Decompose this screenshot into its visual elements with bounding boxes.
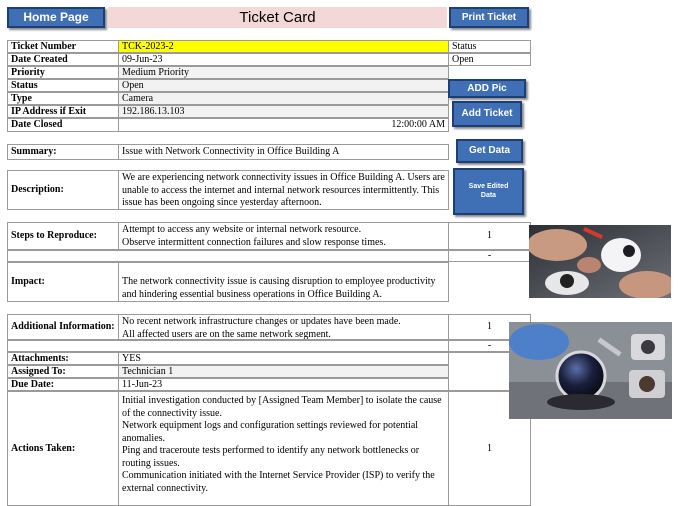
date-closed-value[interactable]: 12:00:00 AM xyxy=(118,118,449,132)
actions-line1: Initial investigation conducted by [Assigned Team Member] to isolate the cause of the connectivity issue. xyxy=(122,395,442,419)
add-ticket-button[interactable]: Add Ticket xyxy=(452,101,522,127)
save-edited-line1: Save Edited xyxy=(468,183,509,191)
actions-taken-value[interactable] xyxy=(118,391,449,506)
ticket-number-value[interactable]: TCK-2023-2 xyxy=(118,40,449,53)
actions-taken-label: Actions Taken: xyxy=(7,391,119,506)
steps-count: 1 xyxy=(448,222,531,250)
steps-line1: Attempt to access any website or internal network resource. xyxy=(122,224,362,235)
camera-repair-photo-icon xyxy=(529,225,671,298)
add-pic-button[interactable]: ADD Pic xyxy=(448,79,526,98)
type-label: Type xyxy=(7,92,119,105)
priority-label: Priority xyxy=(7,66,119,79)
steps-line2: Observe intermittent connection failures and slow response times. xyxy=(122,236,386,248)
date-closed-label: Date Closed xyxy=(7,118,119,132)
date-created-label: Date Created xyxy=(7,53,119,66)
steps-value[interactable] xyxy=(118,222,449,250)
due-date-value[interactable]: 11-Jun-23 xyxy=(118,378,449,391)
assigned-to-value[interactable]: Technician 1 xyxy=(118,365,449,378)
attachments-label: Attachments: xyxy=(7,352,119,365)
side-status-value[interactable]: Open xyxy=(448,53,531,66)
side-status-label: Status xyxy=(448,40,531,53)
ip-address-value[interactable]: 192.186.13.103 xyxy=(118,105,449,118)
page-title-text: Ticket Card xyxy=(239,9,316,26)
assigned-to-label: Assigned To: xyxy=(7,365,119,378)
description-value[interactable]: We are experiencing network connectivity issues in Office Building A. Users are unable to access the internet and internal network resources intermittently. This issue has been ongoing since yesterday afternoon. xyxy=(118,170,449,210)
type-value[interactable]: Camera xyxy=(118,92,449,105)
summary-label: Summary: xyxy=(7,144,119,160)
status-value[interactable]: Open xyxy=(118,79,449,92)
attachments-value[interactable]: YES xyxy=(118,352,449,365)
dome-camera-photo-icon xyxy=(509,322,672,419)
status-label: Status xyxy=(7,79,119,92)
actions-line2: Network equipment logs and configuration settings reviewed for potential anomalies. xyxy=(122,420,419,444)
page-title xyxy=(108,7,447,28)
actions-line4: Communication initiated with the Internet Service Provider (ISP) to verify the external connectivity. xyxy=(122,470,435,494)
additional-info-label: Additional Information: xyxy=(7,314,119,340)
due-date-label: Due Date: xyxy=(7,378,119,391)
additional-info-value[interactable] xyxy=(118,314,449,340)
additional-count: 1 xyxy=(448,314,531,340)
save-edited-line2: Data xyxy=(480,191,497,199)
ip-address-label: IP Address if Exit xyxy=(7,105,119,118)
impact-label: Impact: xyxy=(7,262,119,302)
actions-line3: Ping and traceroute tests performed to identify any network bottlenecks or routing issues. xyxy=(122,445,420,469)
impact-value[interactable]: The network connectivity issue is causing disruption to employee productivity and hindering essential business operations in Office Building A. xyxy=(118,262,449,302)
summary-value[interactable]: Issue with Network Connectivity in Office Building A xyxy=(118,144,449,160)
save-edited-data-button[interactable] xyxy=(453,168,524,215)
additional-line2: All affected users are on the same network segment. xyxy=(122,328,331,340)
dome-camera-photo-svg xyxy=(509,322,672,419)
steps-dash: - xyxy=(448,250,531,262)
get-data-button[interactable]: Get Data xyxy=(456,139,523,163)
additional-line1: No recent network infrastructure changes or updates have been made. xyxy=(122,316,401,327)
ticket-number-label: Ticket Number xyxy=(7,40,119,53)
actions-count: 1 xyxy=(448,391,531,506)
description-label: Description: xyxy=(7,170,119,210)
steps-label: Steps to Reproduce: xyxy=(7,222,119,250)
home-page-button[interactable]: Home Page xyxy=(7,7,105,28)
priority-value[interactable]: Medium Priority xyxy=(118,66,449,79)
date-created-value[interactable]: 09-Jun-23 xyxy=(118,53,449,66)
additional-dash: - xyxy=(448,340,531,352)
print-ticket-button[interactable]: Print Ticket xyxy=(449,7,529,28)
steps-blank xyxy=(7,250,449,262)
camera-repair-photo-svg xyxy=(529,225,671,298)
additional-blank xyxy=(7,340,449,352)
